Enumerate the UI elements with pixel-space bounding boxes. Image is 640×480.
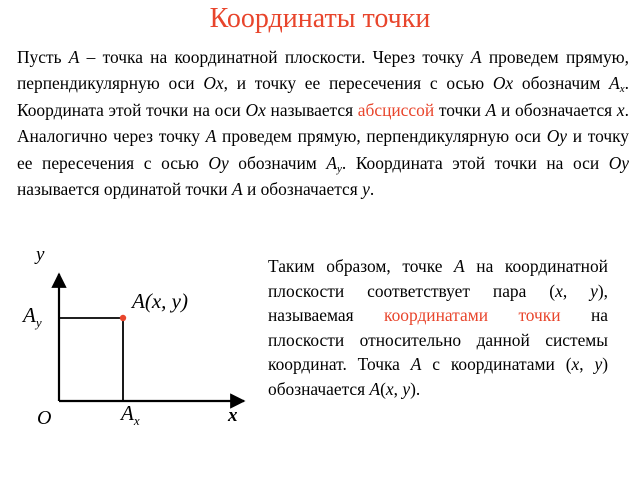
term-abscissa: абсциссой <box>357 99 435 120</box>
paragraph-conclusion: Таким образом, точке A на координатной плоскости соответствует пара (x, y), называемая координатами точки на плоскости относительно данной системы координат. Точка A с координатами (x, y) обозначается A(x, y). <box>268 256 609 399</box>
page-title: Координаты точки <box>209 3 431 34</box>
label-point-a: A(x, y) <box>132 289 188 313</box>
label-ay: $A_y$ <box>23 303 42 330</box>
paragraph-definition: Пусть A – точка на координатной плоскости. Через точку A проведем прямую, перпендикулярную оси Ox, и точку ее пересечения с осью Ox обозначим $A_x$. Координата этой точки на оси Ox называется абсциссой точки A и обозначается x. Аналогично через точку A проведем прямую, перпендикулярную оси Oy и точку ее пересечения с осью Oy обозначим $A_y$. Координата этой точки на оси Oy называется ординатой точки A и обозначается y. <box>17 47 630 200</box>
x-axis-label: x <box>228 405 238 426</box>
point-a <box>120 315 126 321</box>
term-coordinates: координатами точки <box>384 305 561 326</box>
origin-label: O <box>37 407 52 429</box>
label-ax: $A_x$ <box>121 401 140 428</box>
coordinate-diagram <box>0 238 260 438</box>
y-axis-label: y <box>36 244 45 265</box>
